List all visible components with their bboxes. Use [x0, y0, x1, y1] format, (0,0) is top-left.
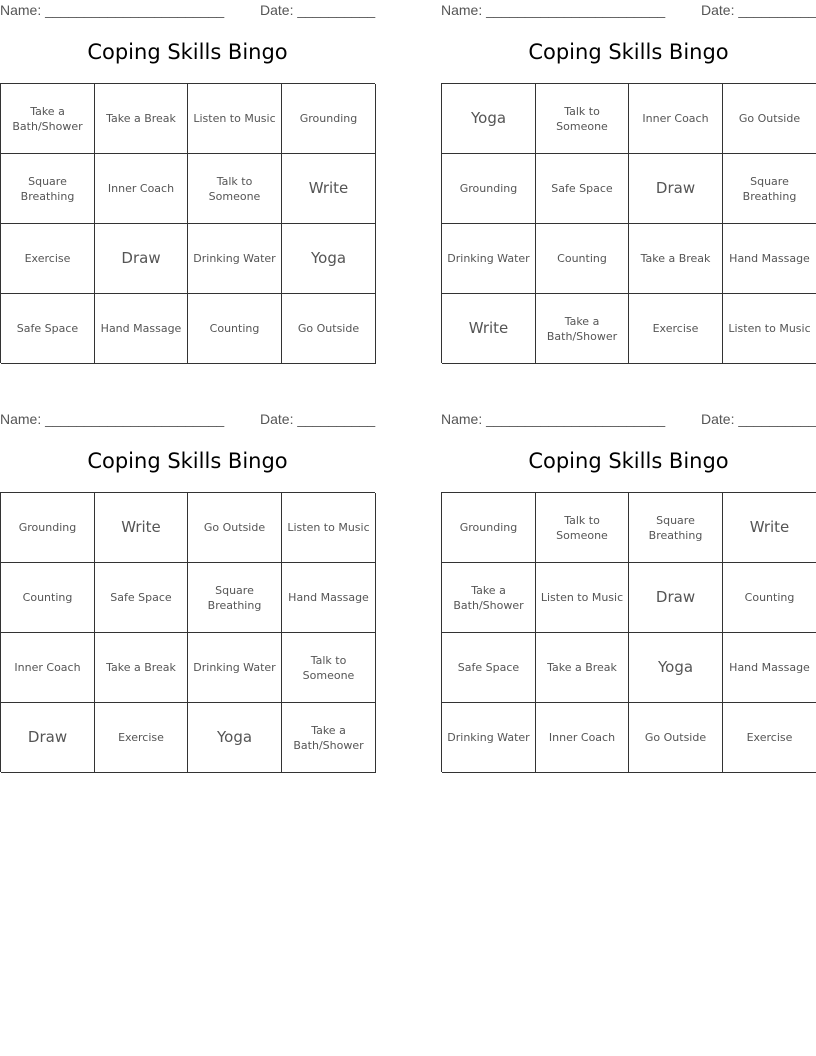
bingo-cell[interactable]: Grounding	[1, 493, 95, 563]
bingo-cell[interactable]: Listen to Music	[282, 493, 376, 563]
bingo-cell[interactable]: Hand Massage	[723, 224, 816, 294]
bingo-cell[interactable]: Draw	[1, 703, 95, 773]
date-field[interactable]: Date: __________	[701, 411, 816, 427]
bingo-cell[interactable]: Drinking Water	[442, 224, 536, 294]
bingo-cell[interactable]: Go Outside	[188, 493, 282, 563]
bingo-grid	[0, 492, 375, 772]
bingo-cell[interactable]: Hand Massage	[282, 563, 376, 633]
bingo-cell[interactable]: Take a Break	[95, 633, 188, 703]
bingo-cell[interactable]: Listen to Music	[723, 294, 816, 364]
card-title: Coping Skills Bingo	[528, 449, 729, 473]
bingo-cell[interactable]: Drinking Water	[442, 703, 536, 773]
bingo-cell[interactable]: Listen to Music	[188, 84, 282, 154]
bingo-cell[interactable]: Drinking Water	[188, 224, 282, 294]
bingo-cell[interactable]: Safe Space	[536, 154, 629, 224]
bingo-cell[interactable]: Yoga	[188, 703, 282, 773]
name-field[interactable]: Name: _______________________	[441, 411, 666, 427]
date-field[interactable]: Date: __________	[260, 2, 376, 18]
bingo-cell[interactable]: Go Outside	[629, 703, 723, 773]
bingo-cell[interactable]: Safe Space	[1, 294, 95, 364]
bingo-cell[interactable]: Draw	[95, 224, 188, 294]
date-field[interactable]: Date: __________	[260, 411, 376, 427]
bingo-cell[interactable]: Write	[282, 154, 376, 224]
card-title: Coping Skills Bingo	[87, 449, 288, 473]
bingo-cell[interactable]: Take a Bath/Shower	[536, 294, 629, 364]
bingo-cell[interactable]: Take a Break	[629, 224, 723, 294]
bingo-cell[interactable]: Draw	[629, 563, 723, 633]
bingo-cell[interactable]: Talk to Someone	[536, 493, 629, 563]
bingo-cell[interactable]: Exercise	[629, 294, 723, 364]
bingo-cell[interactable]: Yoga	[442, 84, 536, 154]
bingo-cell[interactable]: Take a Break	[95, 84, 188, 154]
bingo-grid	[441, 492, 816, 772]
name-field[interactable]: Name: _______________________	[0, 2, 225, 18]
header-row	[0, 0, 375, 20]
card-title: Coping Skills Bingo	[528, 40, 729, 64]
bingo-cell[interactable]: Inner Coach	[536, 703, 629, 773]
bingo-cell[interactable]: Draw	[629, 154, 723, 224]
bingo-cell[interactable]: Talk to Someone	[282, 633, 376, 703]
bingo-cell[interactable]: Counting	[536, 224, 629, 294]
bingo-cell[interactable]: Write	[723, 493, 816, 563]
header-row	[441, 409, 816, 429]
bingo-cell[interactable]: Inner Coach	[629, 84, 723, 154]
bingo-cell[interactable]: Square Breathing	[723, 154, 816, 224]
bingo-cell[interactable]: Exercise	[723, 703, 816, 773]
bingo-cell[interactable]: Hand Massage	[95, 294, 188, 364]
bingo-card-4	[441, 409, 816, 781]
name-field[interactable]: Name: _______________________	[0, 411, 225, 427]
bingo-cell[interactable]: Safe Space	[442, 633, 536, 703]
bingo-cell[interactable]: Exercise	[1, 224, 95, 294]
bingo-cell[interactable]: Grounding	[282, 84, 376, 154]
bingo-card-1	[0, 0, 375, 372]
bingo-cell[interactable]: Go Outside	[723, 84, 816, 154]
card-title: Coping Skills Bingo	[87, 40, 288, 64]
bingo-cell[interactable]: Square Breathing	[629, 493, 723, 563]
bingo-grid	[0, 83, 375, 363]
bingo-cell[interactable]: Grounding	[442, 493, 536, 563]
bingo-cell[interactable]: Write	[95, 493, 188, 563]
bingo-cell[interactable]: Yoga	[282, 224, 376, 294]
bingo-grid	[441, 83, 816, 363]
bingo-cell[interactable]: Inner Coach	[1, 633, 95, 703]
bingo-cell[interactable]: Square Breathing	[188, 563, 282, 633]
name-field[interactable]: Name: _______________________	[441, 2, 666, 18]
bingo-cell[interactable]: Square Breathing	[1, 154, 95, 224]
bingo-cell[interactable]: Yoga	[629, 633, 723, 703]
bingo-cell[interactable]: Counting	[188, 294, 282, 364]
bingo-cell[interactable]: Safe Space	[95, 563, 188, 633]
bingo-cell[interactable]: Hand Massage	[723, 633, 816, 703]
bingo-cell[interactable]: Take a Break	[536, 633, 629, 703]
bingo-cell[interactable]: Talk to Someone	[188, 154, 282, 224]
bingo-card-2	[441, 0, 816, 372]
bingo-cell[interactable]: Take a Bath/Shower	[282, 703, 376, 773]
bingo-cell[interactable]: Write	[442, 294, 536, 364]
bingo-cell[interactable]: Take a Bath/Shower	[442, 563, 536, 633]
bingo-cell[interactable]: Listen to Music	[536, 563, 629, 633]
bingo-cell[interactable]: Grounding	[442, 154, 536, 224]
bingo-cell[interactable]: Go Outside	[282, 294, 376, 364]
bingo-cell[interactable]: Counting	[723, 563, 816, 633]
bingo-cell[interactable]: Exercise	[95, 703, 188, 773]
bingo-cell[interactable]: Take a Bath/Shower	[1, 84, 95, 154]
date-field[interactable]: Date: __________	[701, 2, 816, 18]
bingo-cell[interactable]: Inner Coach	[95, 154, 188, 224]
header-row	[441, 0, 816, 20]
bingo-cell[interactable]: Talk to Someone	[536, 84, 629, 154]
bingo-card-3	[0, 409, 375, 781]
bingo-cell[interactable]: Drinking Water	[188, 633, 282, 703]
header-row	[0, 409, 375, 429]
bingo-cell[interactable]: Counting	[1, 563, 95, 633]
